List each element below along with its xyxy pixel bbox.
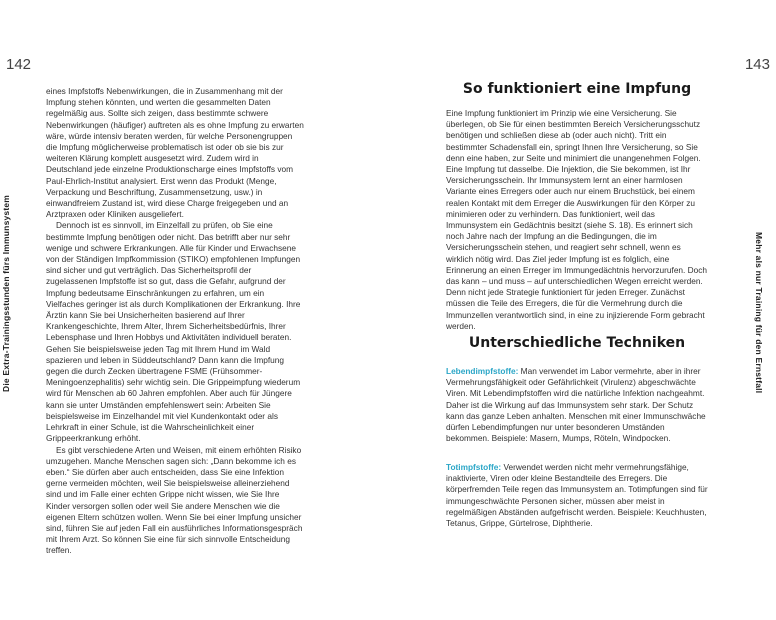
section-heading-techniken: Unterschiedliche Techniken (468, 335, 686, 351)
term-lebendimpfstoffe: Lebendimpfstoffe: (446, 366, 519, 376)
left-running-title: Die Extra-Trainingsstunden fürs Immunsystem (1, 194, 11, 392)
left-page-number: 142 (6, 56, 32, 73)
paragraph: Dennoch ist es sinnvoll, im Einzelfall zu prüfen, ob Sie eine bestimmte Impfung benötigen oder nicht. Das betrifft aber nur sehr wenige und schwere Erkrankungen. Alle für Kinder und Erwachsene von der Ständigen Impfkommission (STIKO) empfohlenen Impfungen sind sicher und gut verträglich. Das Sicherheitsprofil der zugelassenen Impfstoffe ist so gut, dass die Gefahr, aufgrund der Impfung bedeutsame Einschränkungen zu erfahren, um ein Vielfaches geringer ist als durch Komplikationen der Erkrankung. Ihre Ärztin kann Sie bei Unsicherheiten basierend auf Ihrer Krankengeschichte, Ihrem Alter, Ihrem Sicherheitsbedürfnis, Ihrer Lebensphase und Ihren Hobbys und Aktivitäten individuell beraten. Gehen Sie beispielsweise jeden Tag mit Ihrem Hund im Wald spazieren und leben in Süddeutschland? Dann kann die Impfung gegen die durch Zecken übertragene FSME (Frühsommer-Meningoenzephalitis) sehr wichtig sein. Die Grippeimpfung wiederum wird für Menschen ab 60 Jahren empfohlen. Aber auch für Jüngere kann sie unter Umständen empfehlenswert sein: Arbeiten Sie beispielsweise im Einzelhandel mit viel Kundenkontakt oder als Lehrkraft in einer Schule, ist die Wahrscheinlichkeit einer Grippeerkrankung erhöht. (46, 220, 301, 444)
totimpfstoffe-block (446, 462, 708, 529)
book-spread: 142 143 Die Extra-Trainingsstunden fürs Immunsystem Mehr als nur Training für den Ernstfall eines Impfstoffs Nebenwirkungen, die in Zusammenhang mit der Impfung stehen könnten, und werten die gesammelten Daten regelmäßig aus. Sollte sich zeigen, dass bestimmte schwere Nebenwirkungen (häufiger) auftreten als es ohne Impfung zu erwarten wäre, würde intensiv beraten werden, für welche Personengruppen die Impfung möglicherweise problematisch ist oder ob sie bis zur weiteren Klärung komplett ausgesetzt wird. Zudem wird in Deutschland jede einzelne Produktionscharge eines Impfstoffs vom Paul-Ehrlich-Institut analysiert. Erst wenn das Produkt (Menge, Verpackung und Beschriftung, Zusammensetzung, usw.) in einwandfreiem Zustand ist, wird diese Charge freigegeben und an Arztpraxen oder Kliniken ausgeliefert. Dennoch ist es sinnvoll, im Einzelfall zu prüfen, ob Sie eine bestimmte Impfung benötigen oder nicht. Das betrifft aber nur sehr wenige und schwere Erkrankungen. Alle für Kinder und Erwachsene von der Ständigen Impfkommission (STIKO) empfohlenen Impfungen sind sicher und gut verträglich. Das Sicherheitsprofil der zugelassenen Impfstoffe ist so gut, dass die Gefahr, aufgrund der Impfung bedeutsame Einschränkungen zu erfahren, um ein Vielfaches geringer ist als durch Komplikationen der Erkrankung. Ihre Ärztin kann Sie bei Unsicherheiten basierend auf Ihrer Krankengeschichte, Ihrem Alter, Ihrem Sicherheitsbedürfnis, Ihrer Lebensphase und Ihren Hobbys und Aktivitäten individuell beraten. Gehen Sie beispielsweise jeden Tag mit Ihrem Hund im Wald spazieren und leben in Süddeutschland? Dann kann die Impfung gegen die durch Zecken übertragene FSME (Frühsommer-Meningoenzephalitis) sehr wichtig sein. Die Grippeimpfung wiederum wird für Menschen ab 60 Jahren empfohlen. Aber auch für Jüngere kann sie unter Umständen empfehlenswert sein: Arbeiten Sie beispielsweise im Einzelhandel mit viel Kundenkontakt oder als Lehrkraft in einer Schule, ist die Wahrscheinlichkeit einer Grippeerkrankung erhöht. Es gibt verschiedene Arten und Weisen, mit einem erhöhten Risiko umzugehen. Manche Menschen sagen sich: „Dann bekomme ich es eben.“ Sie dürfen aber auch entscheiden, dass Sie eine Infektion gerne vermeiden möchten, weil Sie beispielsweise alleinerziehend sind und im Falle einer echten Grippe nicht wissen, wie Sie Ihre Kinder versorgen sollen oder weil Sie andere Menschen wie die eigenen Eltern schützen wollen. Wenn Sie bei einer Impfung unsicher sind, führen Sie auf jeden Fall ein ausführliches Informationsgespräch mit Ihrem Arzt. So können Sie eine für sich sinnvolle Entscheidung treffen. So funktioniert eine Impfung Eine Impfung funktioniert im Prinzip wie eine Versicherung. Sie überlegen, ob Sie für einen bestimmten Bereich Versicherungsschutz benötigen und schließen diese ab (oder auch nicht). Tritt ein bestimmter Schadensfall ein, springt Ihnen Ihre Versicherung, so Sie denn eine haben, zur Seite und minimiert die unangenehmen Folgen. Eine Impfung tut dasselbe. Die Injektion, die Sie bekommen, ist Ihr Versicherungsschein. Ihr Immunsystem lernt an einer harmlosen Variante eines Erregers oder auch nur einem Bruchstück, bei einem realen Kontakt mit dem Erreger die Auswirkungen für den Körper zu minimieren oder zu verhindern. Das funktioniert, weil das Immunsystem ein Gedächtnis besitzt (siehe S. 18). Es erinnert sich noch Jahre nach der Impfung an die Bedingungen, die im Versicherungsschein stehen, und reagiert sehr schnell, wenn es wirklich nötig wird. Das Ziel jeder Impfung ist es folglich, eine Erinnerung an einen Erreger im Immungedächtnis hervorzurufen. Doch das kann – und muss – auf unterschiedlichen Wegen erreicht werden. Denn nicht jede Strategie funktioniert für jeden Erreger. Zunächst müssen die Teile des Erregers, die für die Vermehrung durch die Immunzellen verantwortlich sind, in eine zu injizierende Form gebracht werden. Unterschiedliche Techniken Lebendimpfstoffe: Man verwendet im Labor vermehrte, aber in ihrer Vermehrungsfähigkeit oder Gefährlichkeit (Virulenz) abgeschwächte Viren. Mit Lebendimpfstoffen wird die natürliche Infektion nachgeahmt. Daher ist die Wirkung auf das Immunsystem sehr stark. Der Schutz kann das ganze Leben anhalten. Menschen mit einer Immunschwäche dürfen Lebendimpfungen nur unter besonderen Umständen bekommen. Beispiele: Masern, Mumps, Röteln, Windpocken. Totimpfstoffe: Verwendet werden nicht mehr vermehrungsfähige, inaktivierte, Viren oder kleine Bestandteile des Erregers. Die körperfremden Teile regen das Immunsystem an. Totimpfungen sind für immungeschwächte Personen sicher, müssen aber meist in regelmäßigen Abständen aufgefrischt werden. Beispiele: Keuchhusten, Tetanus, Grippe, Gürtelrose, Diphtherie. (1, 56, 770, 556)
right-page-number: 143 (744, 56, 770, 73)
section-heading-impfung: So funktioniert eine Impfung (462, 81, 692, 97)
left-text-column (46, 86, 304, 557)
paragraph (446, 366, 708, 444)
term-totimpfstoffe: Totimpfstoffe: (446, 462, 502, 472)
paragraph (446, 462, 708, 529)
paragraph: eines Impfstoffs Nebenwirkungen, die in Zusammenhang mit der Impfung stehen könnten, und werten die gesammelten Daten regelmäßig aus. Sollte sich zeigen, dass bestimmte schwere Nebenwirkungen (häufiger) auftreten als es ohne Impfung zu erwarten wäre, würde intensiv beraten werden, für welche Personengruppen die Impfung möglicherweise problematisch ist oder ob sie bis zur weiteren Klärung komplett ausgesetzt wird. Zudem wird in Deutschland jede einzelne Produktionscharge eines Impfstoffs vom Paul-Ehrlich-Institut analysiert. Erst wenn das Produkt (Menge, Verpackung und Beschriftung, Zusammensetzung, usw.) in einwandfreiem Zustand ist, wird diese Charge freigegeben und an Arztpraxen oder Kliniken ausgeliefert. (46, 86, 304, 220)
paragraph: Eine Impfung funktioniert im Prinzip wie eine Versicherung. Sie überlegen, ob Sie für einen bestimmten Bereich Versicherungsschutz benötigen und schließen diese ab (oder auch nicht). Tritt ein bestimmter Schadensfall ein, springt Ihnen Ihre Versicherung, so Sie denn eine haben, zur Seite und minimiert die unangenehmen Folgen. Eine Impfung tut dasselbe. Die Injektion, die Sie bekommen, ist Ihr Versicherungsschein. Ihr Immunsystem lernt an einer harmlosen Variante eines Erregers oder auch nur einem Bruchstück, bei einem realen Kontakt mit dem Erreger die Auswirkungen für den Körper zu minimieren oder zu verhindern. Das funktioniert, weil das Immunsystem ein Gedächtnis besitzt (siehe S. 18). Es erinnert sich noch Jahre nach der Impfung an die Bedingungen, die im Versicherungsschein stehen, und reagiert sehr schnell, wenn es wirklich nötig wird. Das Ziel jeder Impfung ist es folglich, eine Erinnerung an einen Erreger im Immungedächtnis hervorzurufen. Doch das kann – und muss – auf unterschiedlichen Wegen erreicht werden. Denn nicht jede Strategie funktioniert für jeden Erreger. Zunächst müssen die Teile des Erregers, die für die Vermehrung durch die Immunzellen verantwortlich sind, in eine zu injizierende Form gebracht werden. (446, 108, 708, 331)
term-description: Verwendet werden nicht mehr vermehrungsfähige, inaktivierte, Viren oder kleine Bestandteile des Erregers. Die körperfremden Teile regen das Immunsystem an. Totimpfungen sind für immungeschwächte Personen sicher, müssen aber meist in regelmäßigen Abständen aufgefrischt werden. Beispiele: Keuchhusten, Tetanus, Grippe, Gürtelrose, Diphtherie. (446, 462, 708, 529)
paragraph: Es gibt verschiedene Arten und Weisen, mit einem erhöhten Risiko umzugehen. Manche Menschen sagen sich: „Dann bekomme ich es eben.“ Sie dürfen aber auch entscheiden, dass Sie eine Infektion gerne vermeiden möchten, weil Sie beispielsweise alleinerziehend sind und im Falle einer echten Grippe nicht wissen, wie Sie Ihre Kinder versorgen sollen oder weil Sie andere Menschen wie die eigenen Eltern schützen wollen. Wenn Sie bei einer Impfung unsicher sind, führen Sie auf jeden Fall ein ausführliches Informationsgespräch mit Ihrem Arzt. So können Sie eine für sich sinnvolle Entscheidung treffen. (46, 444, 303, 556)
right-text-column (446, 108, 708, 332)
lebendimpfstoffe-block (446, 366, 708, 444)
term-description: Man verwendet im Labor vermehrte, aber in ihrer Vermehrungsfähigkeit oder Gefährlichkeit (Virulenz) abgeschwächte Viren. Mit Lebendimpfstoffen wird die natürliche Infektion nachgeahmt. Daher ist die Wirkung auf das Immunsystem sehr stark. Der Schutz kann das ganze Leben anhalten. Menschen mit einer Immunschwäche dürfen Lebendimpfungen nur unter besonderen Umständen bekommen. Beispiele: Masern, Mumps, Röteln, Windpocken. (446, 366, 706, 444)
